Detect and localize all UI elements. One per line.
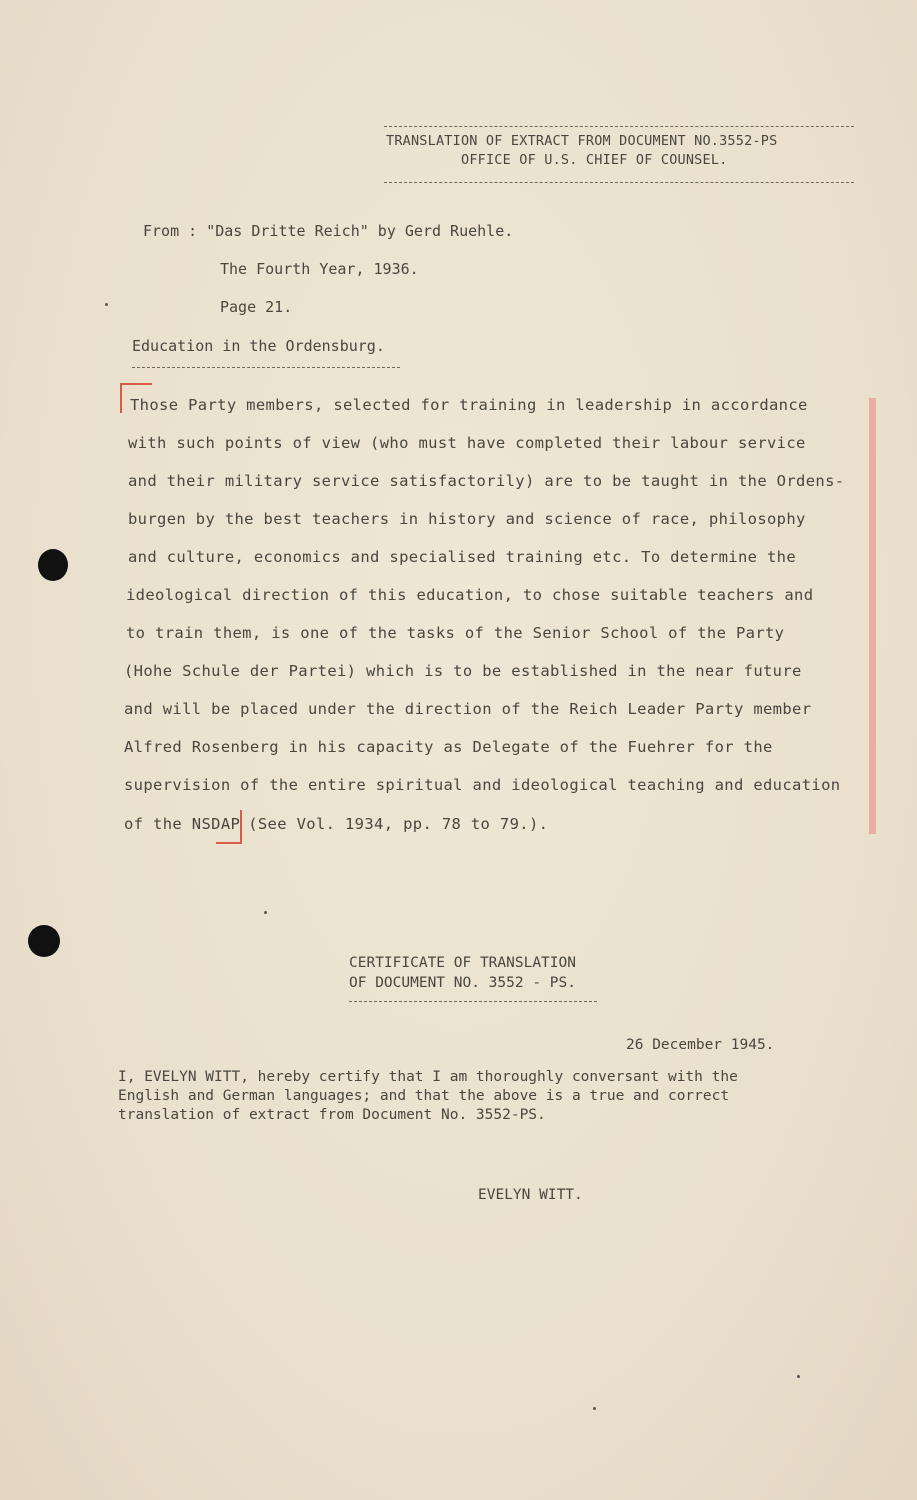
body-line: Those Party members, selected for training in leadership in accordance (130, 396, 808, 414)
header-title: TRANSLATION OF EXTRACT FROM DOCUMENT NO.3552-PS (386, 133, 778, 149)
body-line: supervision of the entire spiritual and ideological teaching and education (124, 776, 841, 794)
punch-hole-bottom (28, 925, 60, 957)
certificate-date: 26 December 1945. (626, 1037, 775, 1053)
red-margin-line (869, 398, 876, 834)
section-title-underline (132, 367, 400, 368)
certificate-statement-line: I, EVELYN WITT, hereby certify that I am thoroughly conversant with the (118, 1069, 738, 1085)
body-line: Alfred Rosenberg in his capacity as Delegate of the Fuehrer for the (124, 738, 773, 756)
paper-speck (797, 1375, 800, 1378)
section-title: Education in the Ordensburg. (132, 337, 385, 355)
source-from: From : "Das Dritte Reich" by Gerd Ruehle. (143, 222, 514, 240)
body-line: to train them, is one of the tasks of the Senior School of the Party (126, 624, 785, 642)
certificate-document: OF DOCUMENT NO. 3552 - PS. (349, 975, 576, 991)
source-page: Page 21. (220, 298, 293, 316)
body-reference: (See Vol. 1934, pp. 78 to 79.). (248, 815, 549, 833)
certificate-statement-line: translation of extract from Document No. 3552-PS. (118, 1107, 546, 1123)
certificate-title: CERTIFICATE OF TRANSLATION (349, 955, 576, 971)
body-nsdap: of the NSDAP (124, 815, 241, 833)
body-line: burgen by the best teachers in history and science of race, philosophy (128, 510, 806, 528)
paper-speck (593, 1407, 596, 1410)
body-line: and culture, economics and specialised training etc. To determine the (128, 548, 797, 566)
body-line: with such points of view (who must have completed their labour service (128, 434, 806, 452)
body-line: and will be placed under the direction of the Reich Leader Party member (124, 700, 812, 718)
header-rule-top (384, 126, 854, 127)
header-office: OFFICE OF U.S. CHIEF OF COUNSEL. (461, 152, 728, 168)
header-rule-bottom (384, 182, 854, 183)
body-line: (Hohe Schule der Partei) which is to be established in the near future (124, 662, 802, 680)
paper-speck (105, 303, 108, 306)
source-year: The Fourth Year, 1936. (220, 260, 419, 278)
certificate-statement-line: English and German languages; and that the above is a true and correct (118, 1088, 730, 1104)
punch-hole-top (38, 549, 68, 581)
certificate-signature: EVELYN WITT. (478, 1187, 583, 1203)
body-line: ideological direction of this education, to chose suitable teachers and (126, 586, 814, 604)
body-last-line (124, 815, 548, 833)
paper-speck (264, 911, 267, 914)
certificate-underline (349, 1001, 597, 1002)
body-line: and their military service satisfactorily) are to be taught in the Ordens- (128, 472, 845, 490)
